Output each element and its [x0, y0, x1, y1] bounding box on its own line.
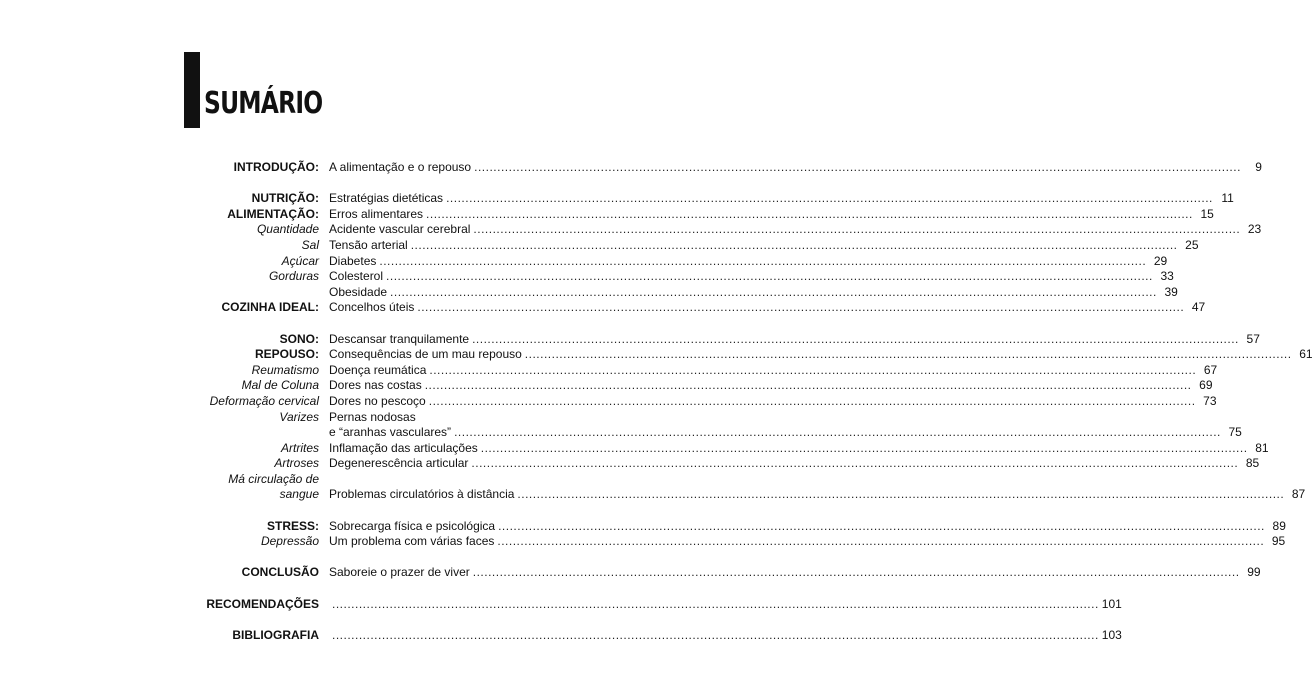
toc-entry[interactable]	[329, 347, 1313, 363]
toc-entry-title: Problemas circulatórios à distância	[329, 487, 515, 502]
dot-leader: ........................................................................................................................................................................................................	[472, 331, 1239, 346]
toc-row[interactable]	[150, 440, 1269, 457]
toc-row[interactable]	[150, 331, 1260, 348]
toc-entry[interactable]	[329, 253, 1168, 270]
toc-section-label: Quantidade	[256, 222, 319, 237]
toc-entry[interactable]	[329, 534, 1286, 550]
toc-entry[interactable]	[329, 410, 591, 426]
toc-row[interactable]	[150, 222, 1262, 238]
toc-page-number: 87	[1291, 487, 1306, 502]
dot-leader: ........................................................................................................................................................................................................	[454, 425, 1221, 440]
toc-entry-title: Diabetes	[329, 253, 377, 268]
section-gap	[150, 316, 600, 332]
section-gap	[150, 581, 600, 597]
toc-row[interactable]	[150, 456, 1260, 472]
toc-entry-title: Doença reumática	[329, 362, 427, 377]
toc-row[interactable]	[150, 410, 600, 426]
toc-section-label: RECOMENDAÇÕES	[206, 596, 319, 611]
toc-section-label: COZINHA IDEAL:	[221, 300, 319, 315]
dot-leader: ........................................................................................................................................................................................................	[474, 160, 1241, 174]
dot-leader: ........................................................................................................................................................................................................	[517, 487, 1285, 502]
dot-leader: ........................................................................................................................................................................................................	[426, 206, 1193, 221]
toc-section-label: Reumatismo	[251, 362, 319, 377]
section-gap	[150, 550, 600, 566]
toc-row[interactable]	[150, 425, 1242, 441]
toc-entry-title: Erros alimentares	[329, 206, 424, 221]
dot-leader: ........................................................................................................................................................................................................	[498, 518, 1265, 533]
toc-entry-title: Degenerescência articular	[329, 456, 469, 471]
dot-leader: ........................................................................................................................................................................................................	[390, 284, 1157, 299]
toc-page-number: 73	[1203, 393, 1217, 408]
toc-row[interactable]	[150, 518, 1286, 535]
toc-entry[interactable]	[329, 331, 1260, 348]
toc-page-number: 9	[1255, 160, 1262, 174]
toc-page-number: 75	[1228, 425, 1242, 440]
toc-row[interactable]	[150, 284, 1178, 301]
table-of-contents	[150, 160, 1313, 643]
toc-section-label: Gorduras	[268, 269, 319, 284]
toc-entry[interactable]	[329, 487, 1306, 503]
toc-entry-title: Colesterol	[329, 269, 384, 284]
toc-entry[interactable]	[329, 565, 1261, 581]
dot-leader: ........................................................................................................................................................................................................	[471, 456, 1239, 471]
toc-section-label: sangue	[279, 487, 319, 502]
toc-row[interactable]	[150, 300, 1206, 316]
toc-row[interactable]	[150, 472, 600, 488]
toc-row[interactable]	[150, 206, 1214, 223]
toc-entry-title: Concelhos úteis	[329, 300, 415, 315]
toc-entry[interactable]	[329, 269, 1174, 285]
page-title: SUMÁRIO	[204, 85, 323, 121]
toc-entry[interactable]	[329, 456, 1260, 472]
toc-section-label: Artroses	[274, 456, 319, 471]
toc-entry-title: Consequências de um mau repouso	[329, 347, 522, 362]
dot-leader: ........................................................................................................................................................................................................	[480, 440, 1248, 455]
toc-entry[interactable]	[329, 362, 1218, 379]
toc-entry-title: Dores nas costas	[329, 378, 422, 393]
toc-section-label: NUTRIÇÃO:	[251, 191, 319, 206]
toc-entry[interactable]	[329, 284, 1178, 301]
toc-entry-title: e “aranhas vasculares”	[329, 425, 452, 440]
toc-row[interactable]	[150, 191, 1234, 207]
toc-section-label: Mal de Coluna	[241, 378, 319, 393]
toc-page-number: 47	[1191, 300, 1206, 315]
toc-page-number: 85	[1245, 456, 1260, 471]
toc-row[interactable]	[150, 253, 1168, 270]
dot-leader: ........................................................................................................................................................................................................	[497, 534, 1265, 549]
toc-entry[interactable]	[329, 300, 1206, 316]
toc-entry[interactable]	[329, 596, 1122, 613]
toc-row[interactable]	[150, 237, 1199, 254]
toc-row[interactable]	[150, 627, 1122, 644]
title-bar-decoration	[184, 52, 200, 128]
toc-entry[interactable]	[329, 191, 1234, 207]
toc-section-label: Deformação cervical	[209, 393, 319, 408]
toc-section-label: STRESS:	[266, 518, 319, 533]
toc-section-label: Açúcar	[281, 253, 319, 268]
toc-row[interactable]	[150, 378, 1213, 394]
dot-leader: ........................................................................................................................................................................................................	[410, 237, 1178, 252]
toc-entry[interactable]	[329, 393, 1217, 410]
toc-entry[interactable]	[329, 425, 1242, 441]
title-block	[184, 52, 356, 128]
toc-page-number: 95	[1271, 534, 1286, 549]
dot-leader: ........................................................................................................................................................................................................	[429, 362, 1197, 377]
toc-entry-title: Inflamação das articulações	[329, 440, 478, 455]
toc-page-number: 89	[1272, 518, 1286, 533]
toc-entry-title: Descansar tranquilamente	[329, 331, 470, 346]
toc-entry-title: Estratégias dietéticas	[329, 191, 444, 206]
toc-section-label: Artrites	[280, 440, 319, 455]
toc-row[interactable]	[150, 269, 1174, 285]
toc-entry-title: Obesidade	[329, 284, 388, 299]
toc-entry-title: Sobrecarga física e psicológica	[329, 518, 496, 533]
toc-row[interactable]	[150, 565, 1261, 581]
dot-leader: ........................................................................................................................................................................................................	[472, 565, 1240, 580]
toc-entry[interactable]	[329, 222, 1262, 238]
toc-section-label: REPOUSO:	[254, 347, 319, 362]
toc-page-number: 81	[1255, 440, 1269, 455]
toc-section-label: Depressão	[260, 534, 319, 549]
toc-row[interactable]	[150, 534, 1286, 550]
toc-entry[interactable]	[329, 518, 1286, 535]
toc-page-number: 39	[1164, 284, 1178, 299]
toc-entry-title: Pernas nodosas	[329, 409, 416, 424]
toc-entry[interactable]	[329, 627, 1122, 644]
toc-row[interactable]	[150, 393, 1217, 410]
toc-page-number: 33	[1160, 269, 1174, 284]
toc-entry-title: A alimentação e o repouso	[329, 160, 472, 174]
dot-leader: ........................................................................................................................................................................................................	[473, 222, 1241, 237]
dot-leader: ........................................................................................................................................................................................................	[424, 378, 1192, 393]
section-gap	[150, 176, 600, 192]
toc-row[interactable]	[150, 596, 1122, 613]
toc-row[interactable]	[150, 487, 1306, 503]
toc-entry-title: Tensão arterial	[329, 237, 408, 252]
toc-entry[interactable]	[329, 440, 1269, 457]
dot-leader: ........................................................................................................................................................................................................	[386, 269, 1153, 284]
dot-leader: ........................................................................................................................................................................................................	[524, 347, 1292, 362]
toc-section-label: BIBLIOGRAFIA	[232, 627, 319, 642]
toc-page-number: 15	[1200, 206, 1214, 221]
toc-section-label: Má circulação de	[228, 471, 319, 486]
toc-section-label: CONCLUSÃO	[241, 565, 319, 580]
toc-page-number: 99	[1247, 565, 1261, 580]
toc-entry[interactable]	[329, 206, 1214, 223]
toc-entry-title: Um problema com várias faces	[329, 534, 495, 549]
toc-row[interactable]	[150, 347, 1313, 363]
toc-page-number: 101	[1101, 596, 1122, 611]
toc-entry[interactable]	[329, 160, 1262, 176]
toc-page-number: 57	[1246, 331, 1260, 346]
toc-entry-title: Acidente vascular cerebral	[329, 222, 471, 237]
toc-entry-title: Dores no pescoço	[329, 393, 426, 408]
toc-entry[interactable]	[329, 378, 1213, 394]
section-gap	[150, 503, 600, 519]
toc-row[interactable]	[150, 160, 1262, 176]
toc-page-number: 67	[1203, 362, 1218, 377]
toc-page-number: 69	[1199, 378, 1213, 393]
section-gap	[150, 612, 600, 628]
dot-leader: ........................................................................................................................................................................................................	[417, 300, 1185, 315]
toc-section-label: ALIMENTAÇÃO:	[227, 206, 319, 221]
toc-entry-title: Saboreie o prazer de viver	[329, 565, 470, 580]
toc-page-number: 25	[1185, 237, 1199, 252]
dot-leader: ........................................................................................................................................................................................................	[379, 253, 1147, 268]
toc-section-label: INTRODUÇÃO:	[233, 160, 319, 174]
dot-leader: ........................................................................................................................................................................................................	[332, 596, 1099, 611]
dot-leader: ........................................................................................................................................................................................................	[446, 191, 1213, 206]
toc-entry[interactable]	[329, 237, 1199, 254]
toc-row[interactable]	[150, 362, 1218, 379]
dot-leader: ........................................................................................................................................................................................................	[428, 393, 1196, 408]
toc-page-number: 29	[1153, 253, 1168, 268]
dot-leader: ........................................................................................................................................................................................................	[332, 627, 1099, 642]
toc-page-number: 23	[1247, 222, 1262, 237]
toc-page-number: 103	[1101, 627, 1122, 642]
toc-section-label: Varizes	[279, 409, 319, 424]
toc-page-number: 61	[1299, 347, 1313, 362]
toc-section-label: Sal	[301, 237, 319, 252]
toc-section-label: SONO:	[279, 331, 319, 346]
toc-page-number: 11	[1221, 191, 1234, 206]
